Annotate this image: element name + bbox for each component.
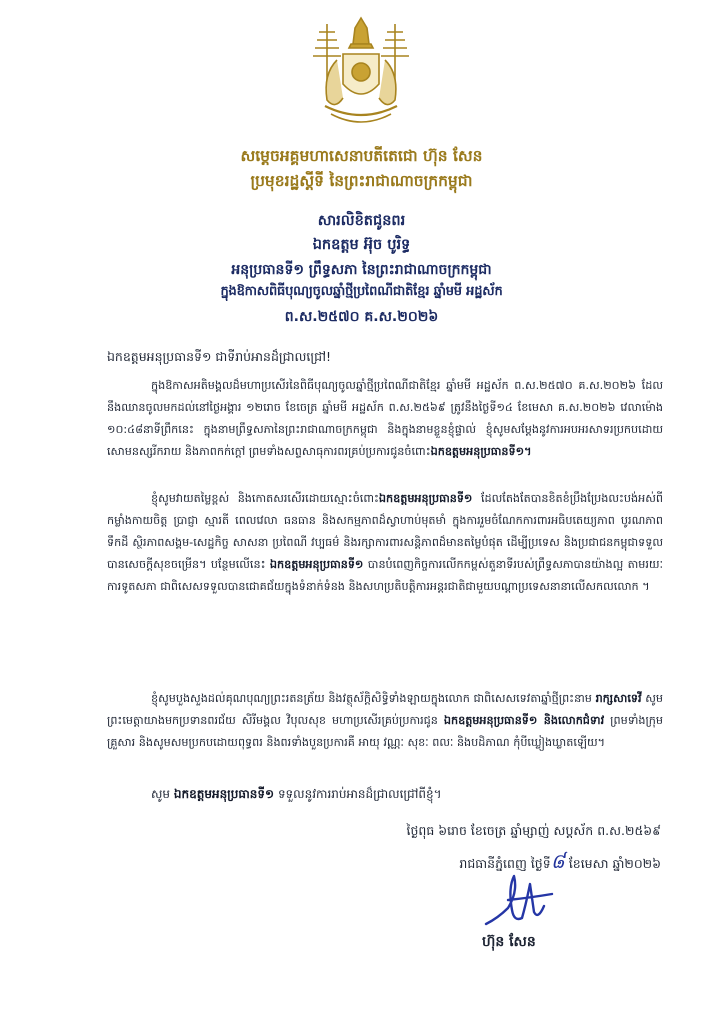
paragraph-3-text-c: ព្រមទាំងក្រុមគ្រួសារ និងសូមសមប្រកបដោយពុទ្ធពរ និងពរទាំងបួនប្រការគឺ អាយុ វណ្ណៈ សុខៈ ពលៈ និងបដិភាណ កុំបីឃ្លៀងឃ្លាតឡើយ។ — [107, 714, 663, 749]
sender-position: ប្រមុខរដ្ឋស្ដីទី នៃព្រះរាជាណាចក្រកម្ពុជា — [250, 172, 473, 190]
recipient-position: អនុប្រធានទី១ ព្រឹទ្ធសភា នៃព្រះរាជាណាចក្រកម្ពុជា — [231, 262, 492, 278]
era-line: ព.ស.២៥៧០ គ.ស.២០២៦ — [284, 309, 439, 325]
recipient-name: ឯកឧត្ដម អ៊ុច បូរិទ្ធ — [312, 237, 411, 253]
letter-title: សារលិខិតជូនពរ — [317, 213, 406, 229]
paragraph-2-text-c: បានបំពេញកិច្ចការលើកកម្ពស់តួនាទីរបស់ព្រឹទ្ធសភាបានយ៉ាងល្អ តាមរយៈការទូតសភា ជាពិសេសទទួលបានជោគជ័យក្នុងទំនាក់ទំនង និងសហប្រតិបត្តិការអន្តរជាតិជាមួយបណ្ដាប្រទេសនានាលើសកលលោក ។ — [107, 558, 664, 593]
paragraph-3-text-b: សូមព្រះមេត្តាយាងមកប្រទានពរជ័យ សិរីមង្គល វិបុលសុខ មហាប្រសើរគ្រប់ប្រការជូន — [107, 692, 664, 727]
paragraph-3 — [107, 688, 663, 754]
paragraph-3-bold-2: ឯកឧត្ដមអនុប្រធានទី១ និងលោកជំទាវ — [443, 714, 605, 727]
closing-text-a: សូម — [151, 787, 174, 801]
royal-coat-of-arms-emblem — [297, 14, 425, 132]
handwritten-signature — [478, 868, 574, 932]
closing-paragraph — [151, 786, 442, 804]
closing-text-b: ទទួលនូវការរាប់អានដ៏ជ្រាលជ្រៅពីខ្ញុំ។ — [274, 787, 442, 801]
paragraph-1-text: ក្នុងឱកាសអតិមង្គលដ៏មហាប្រសើរនៃពិធីបុណ្យចូលឆ្នាំថ្មីប្រពៃណីជាតិខ្មែរ ឆ្នាំមមី អដ្ឋស័ក ព.ស.២៥៧០ គ.ស.២០២៦ ដែលនឹងឈានចូលមកដល់នៅថ្ងៃអង្គារ ១២រោច ខែចេត្រ ឆ្នាំមមី អដ្ឋស័ក ព.ស.២៥៦៩ ត្រូវនឹងថ្ងៃទី១៤ ខែមេសា គ.ស.២០២៦ វេលាម៉ោង ១០:៤៨នាទីព្រឹកនេះ ក្នុងនាមព្រឹទ្ធសភានៃព្រះរាជាណាចក្រកម្ពុជា និងក្នុងនាមខ្លួនខ្ញុំផ្ទាល់ ខ្ញុំសូមសម្ដែងនូវការអបអរសាទរប្រកបដោយសោមនស្សរីករាយ និងភាពកក់ក្ដៅ ព្រមទាំងសព្ទសាធុការពរគ្រប់ប្រការជូនចំពោះ — [107, 379, 663, 458]
paragraph-2-text-a: ខ្ញុំសូមវាយតម្លៃខ្ពស់ និងកោតសរសើរដោយស្មោះចំពោះ — [151, 492, 379, 505]
place-date-text-b: ខែមេសា ឆ្នាំ២០២៦ — [564, 856, 661, 871]
sender-name: សម្ដេចអគ្គមហាសេនាបតីតេជោ ហ៊ុន សែន — [240, 147, 483, 165]
paragraph-2 — [107, 488, 663, 598]
paragraph-2-text-b: ដែលតែងតែបានខិតខំប្រឹងប្រែងលះបង់អស់ពីកម្លាំងកាយចិត្ត ប្រាជ្ញា ស្មារតី ពេលវេលា ធនធាន និងសកម្មភាពដ៏ស្វាហាប់មុតមាំ ក្នុងការរួមចំណែកការពារអធិបតេយ្យភាព បូរណភាពទឹកដី ស្ថិរភាពសង្គម-សេដ្ឋកិច្ច សាសនា ប្រពៃណី វប្បធម៌ និងរក្សាការពារសន្តិភាពដ៏មានតម្លៃបំផុត ដើម្បីប្រទេស និងប្រជាជនកម្ពុជាទទួលបានសេចក្ដីសុខចម្រើន។ បន្ថែមលើនេះ — [107, 492, 663, 571]
paragraph-2-bold-2: ឯកឧត្ដមអនុប្រធានទី១ — [269, 558, 364, 571]
signer-name: ហ៊ុន សែន — [482, 934, 536, 950]
handwritten-day: ៨ — [550, 849, 565, 873]
lunar-date: ថ្ងៃពុធ ៦រោច ខែចេត្រ ឆ្នាំម្សាញ់ សប្ដស័ក ព.ស.២៥៦៩ — [406, 823, 661, 838]
paragraph-1-bold: ឯកឧត្ដមអនុប្រធានទី១។ — [430, 445, 532, 458]
closing-bold: ឯកឧត្ដមអនុប្រធានទី១ — [173, 787, 275, 801]
paragraph-3-text-a: ខ្ញុំសូមបួងសួងដល់គុណបុណ្យព្រះរតនត្រ័យ និងវត្ថុស័ក្ដិសិទ្ធិទាំងឡាយក្នុងលោក ជាពិសេសទេវតាឆ្នាំថ្មីព្រះនាម — [151, 692, 596, 705]
place-date-text-a: រាជធានីភ្នំពេញ ថ្ងៃទី — [459, 856, 551, 871]
paragraph-3-bold-1: រាក្សសាទេវី — [595, 692, 642, 705]
paragraph-1 — [107, 375, 663, 463]
occasion-line: ក្នុងឱកាសពិធីបុណ្យចូលឆ្នាំថ្មីប្រពៃណីជាតិខ្មែរ ឆ្នាំមមី អដ្ឋស័ក — [220, 284, 503, 299]
salutation: ឯកឧត្ដមអនុប្រធានទី១ ជាទីរាប់អានដ៏ជ្រាលជ្រៅ! — [107, 349, 332, 364]
paragraph-2-bold-1: ឯកឧត្ដមអនុប្រធានទី១ — [378, 492, 473, 505]
